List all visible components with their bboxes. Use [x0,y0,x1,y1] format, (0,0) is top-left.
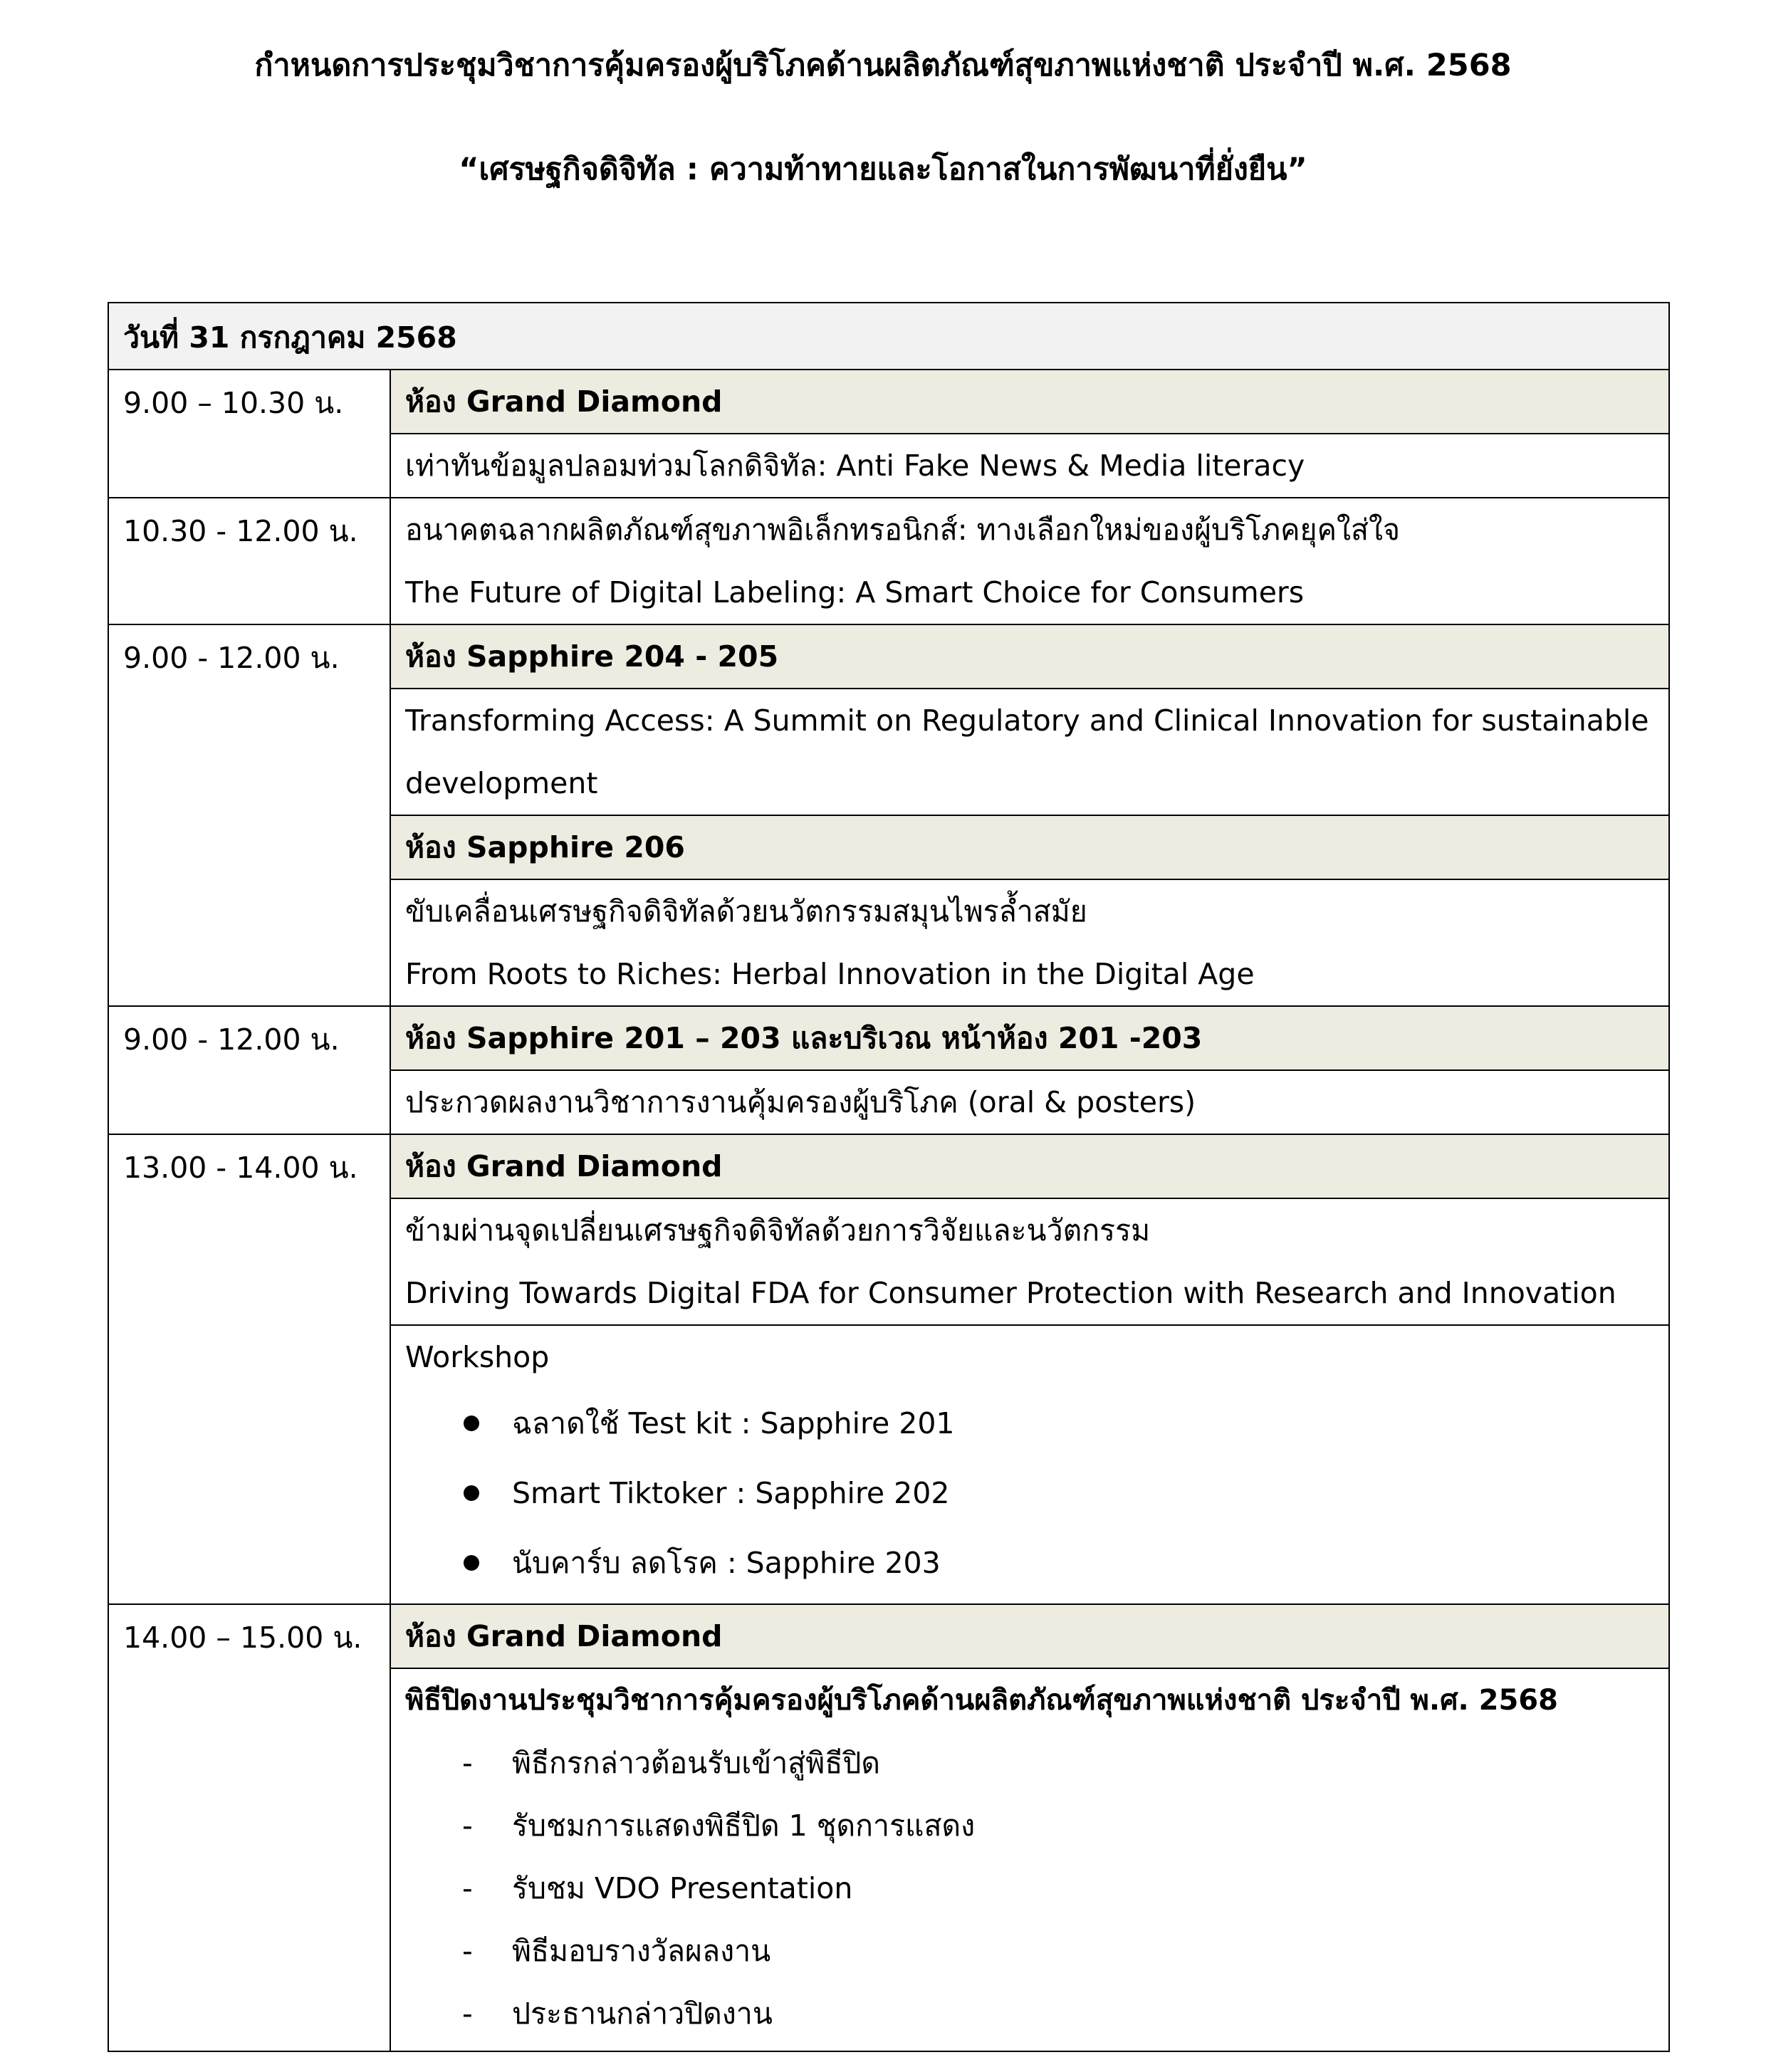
topic-line-english: From Roots to Riches: Herbal Innovation in the Digital Age [405,957,1255,991]
dash-marker: - [462,1871,473,1905]
session-topic: ประกวดผลงานวิชาการงานคุ้มครองผู้บริโภค (oral & posters) [390,1070,1669,1134]
topic-line: Transforming Access: A Summit on Regulatory and Clinical Innovation for sustainable [405,703,1649,738]
session-time: 9.00 – 10.30 น. [108,370,390,498]
session-time: 13.00 - 14.00 น. [108,1134,390,1604]
bullet-icon [464,1555,479,1571]
closing-item: - รับชมการแสดงพิธีปิด 1 ชุดการแสดง [405,1794,1654,1857]
room-label: ห้อง Sapphire 206 [390,815,1669,879]
workshop-item: ฉลาดใช้ Test kit : Sapphire 201 [405,1388,1654,1458]
closing-item: - พิธีกรกล่าวต้อนรับเข้าสู่พิธีปิด [405,1732,1654,1794]
dash-marker: - [462,1934,473,1968]
topic-line-english: Driving Towards Digital FDA for Consumer Protection with Research and Innovation [405,1276,1616,1310]
bullet-icon [464,1416,479,1431]
dash-marker: - [462,1809,473,1843]
closing-item: - พิธีมอบรางวัลผลงาน [405,1920,1654,1982]
session-row [108,370,1669,434]
document-subtitle: “เศรษฐกิจดิจิทัล : ความท้าทายและโอกาสในการพัฒนาที่ยั่งยืน” [459,152,1307,187]
closing-item: - ประธานกล่าวปิดงาน [405,1982,1654,2045]
document-title: กำหนดการประชุมวิชาการคุ้มครองผู้บริโภคด้านผลิตภัณฑ์สุขภาพแห่งชาติ ประจำปี พ.ศ. 2568 [254,48,1512,83]
workshop-item: Smart Tiktoker : Sapphire 202 [405,1458,1654,1528]
session-row [108,1604,1669,1668]
workshop-item: นับคาร์บ ลดโรค : Sapphire 203 [405,1528,1654,1598]
room-label: ห้อง Grand Diamond [390,1134,1669,1198]
topic-line-english: The Future of Digital Labeling: A Smart Choice for Consumers [405,575,1305,609]
session-topic [390,498,1669,624]
room-label: ห้อง Sapphire 201 – 203 และบริเวณ หน้าห้อง 201 -203 [390,1006,1669,1070]
room-label: ห้อง Grand Diamond [390,1604,1669,1668]
session-row [108,498,1669,624]
session-topic [390,689,1669,815]
room-label: ห้อง Sapphire 204 - 205 [390,624,1669,689]
closing-ceremony-cell [390,1668,1669,2051]
bullet-icon [464,1485,479,1501]
workshop-label: Workshop [405,1340,550,1374]
dash-marker: - [462,1746,473,1780]
session-time: 10.30 - 12.00 น. [108,498,390,624]
dash-marker: - [462,1997,473,2031]
closing-ceremony-heading: พิธีปิดงานประชุมวิชาการคุ้มครองผู้บริโภคด้านผลิตภัณฑ์สุขภาพแห่งชาติ ประจำปี พ.ศ. 2568 [405,1684,1558,1717]
topic-line: development [405,766,598,800]
day-header: วันที่ 31 กรกฎาคม 2568 [108,303,1669,370]
session-time: 14.00 – 15.00 น. [108,1604,390,2051]
session-row [108,1134,1669,1198]
topic-line-thai: ขับเคลื่อนเศรษฐกิจดิจิทัลด้วยนวัตกรรมสมุนไพรล้ำสมัย [405,894,1087,928]
closing-item: - รับชม VDO Presentation [405,1857,1654,1920]
workshop-cell [390,1325,1669,1604]
session-topic [390,1198,1669,1325]
topic-line-thai: ข้ามผ่านจุดเปลี่ยนเศรษฐกิจดิจิทัลด้วยการวิจัยและนวัตกรรม [405,1213,1151,1247]
session-row [108,1006,1669,1070]
topic-line-thai: อนาคตฉลากผลิตภัณฑ์สุขภาพอิเล็กทรอนิกส์: ทางเลือกใหม่ของผู้บริโภคยุคใส่ใจ [405,513,1401,547]
session-row [108,624,1669,689]
session-topic: เท่าทันข้อมูลปลอมท่วมโลกดิจิทัล: Anti Fake News & Media literacy [390,434,1669,498]
session-topic [390,879,1669,1006]
schedule-table [108,302,1670,2052]
room-label: ห้อง Grand Diamond [390,370,1669,434]
session-time: 9.00 - 12.00 น. [108,1006,390,1134]
session-time: 9.00 - 12.00 น. [108,624,390,1006]
day-header-row [108,303,1669,370]
